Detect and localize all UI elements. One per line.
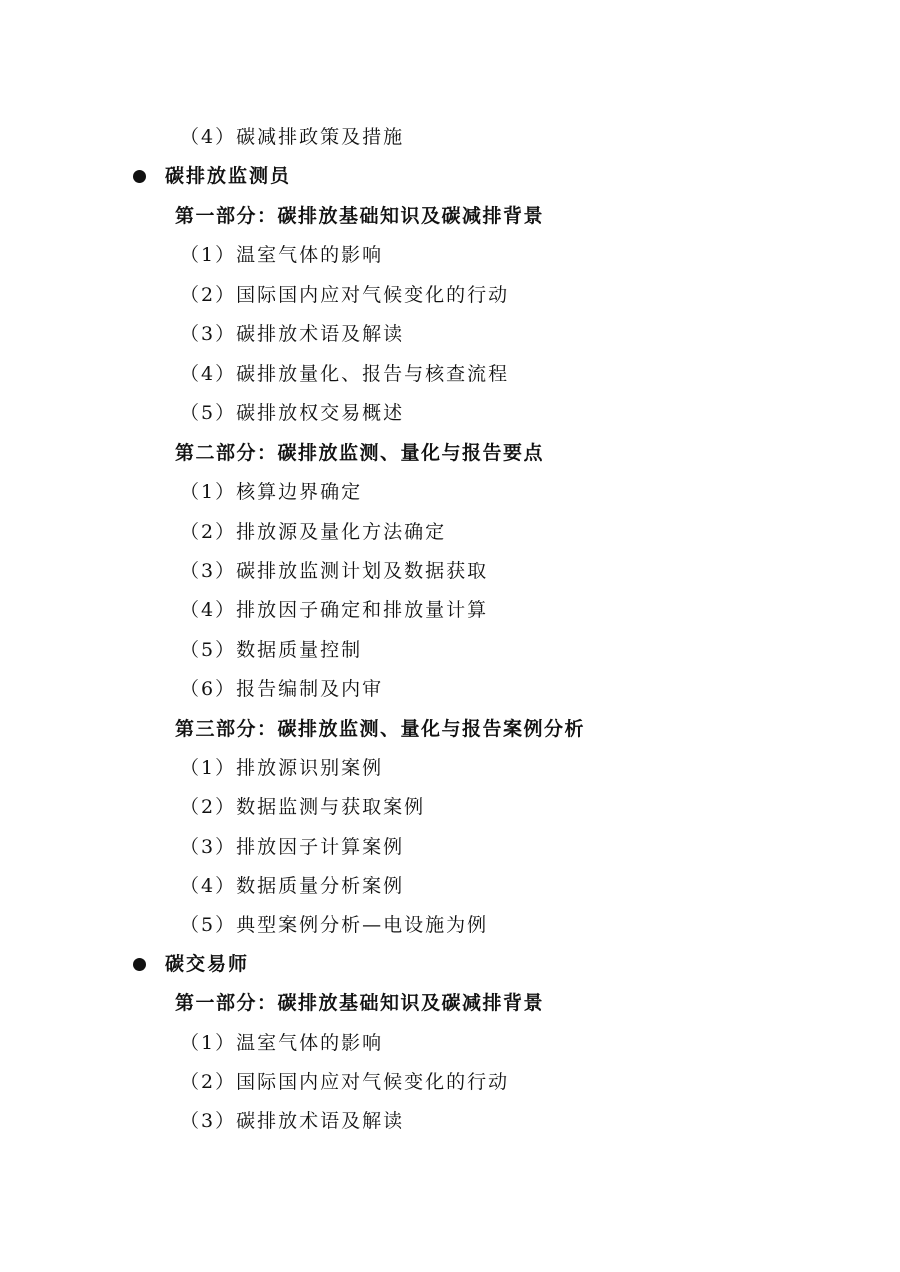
list-item: （6）报告编制及内审 — [180, 678, 384, 700]
list-item: （5）碳排放权交易概述 — [180, 402, 405, 424]
list-item: （1）温室气体的影响 — [180, 244, 384, 266]
bullet-icon — [133, 170, 146, 183]
part-heading: 第一部分：碳排放基础知识及碳减排背景 — [175, 205, 545, 227]
list-item: （2）国际国内应对气候变化的行动 — [180, 1071, 510, 1093]
list-item: （4）碳减排政策及措施 — [180, 126, 405, 148]
part-heading: 第一部分：碳排放基础知识及碳减排背景 — [175, 992, 545, 1014]
list-item: （3）排放因子计算案例 — [180, 836, 405, 858]
list-item: （3）碳排放监测计划及数据获取 — [180, 560, 489, 582]
list-item: （3）碳排放术语及解读 — [180, 1110, 405, 1132]
list-item: （5）数据质量控制 — [180, 639, 363, 661]
list-item: （4）碳排放量化、报告与核查流程 — [180, 363, 510, 385]
list-item: （2）国际国内应对气候变化的行动 — [180, 284, 510, 306]
list-item: （5）典型案例分析—电设施为例 — [180, 914, 489, 936]
section-title: 碳排放监测员 — [165, 165, 292, 187]
section-title: 碳交易师 — [165, 953, 250, 975]
list-item: （2）排放源及量化方法确定 — [180, 521, 447, 543]
list-item: （3）碳排放术语及解读 — [180, 323, 405, 345]
list-item: （4）数据质量分析案例 — [180, 875, 405, 897]
list-item: （1）排放源识别案例 — [180, 757, 384, 779]
list-item: （1）核算边界确定 — [180, 481, 363, 503]
bullet-icon — [133, 958, 146, 971]
list-item: （2）数据监测与获取案例 — [180, 796, 426, 818]
part-heading: 第三部分：碳排放监测、量化与报告案例分析 — [175, 718, 586, 740]
list-item: （1）温室气体的影响 — [180, 1032, 384, 1054]
list-item: （4）排放因子确定和排放量计算 — [180, 599, 489, 621]
part-heading: 第二部分：碳排放监测、量化与报告要点 — [175, 442, 545, 464]
